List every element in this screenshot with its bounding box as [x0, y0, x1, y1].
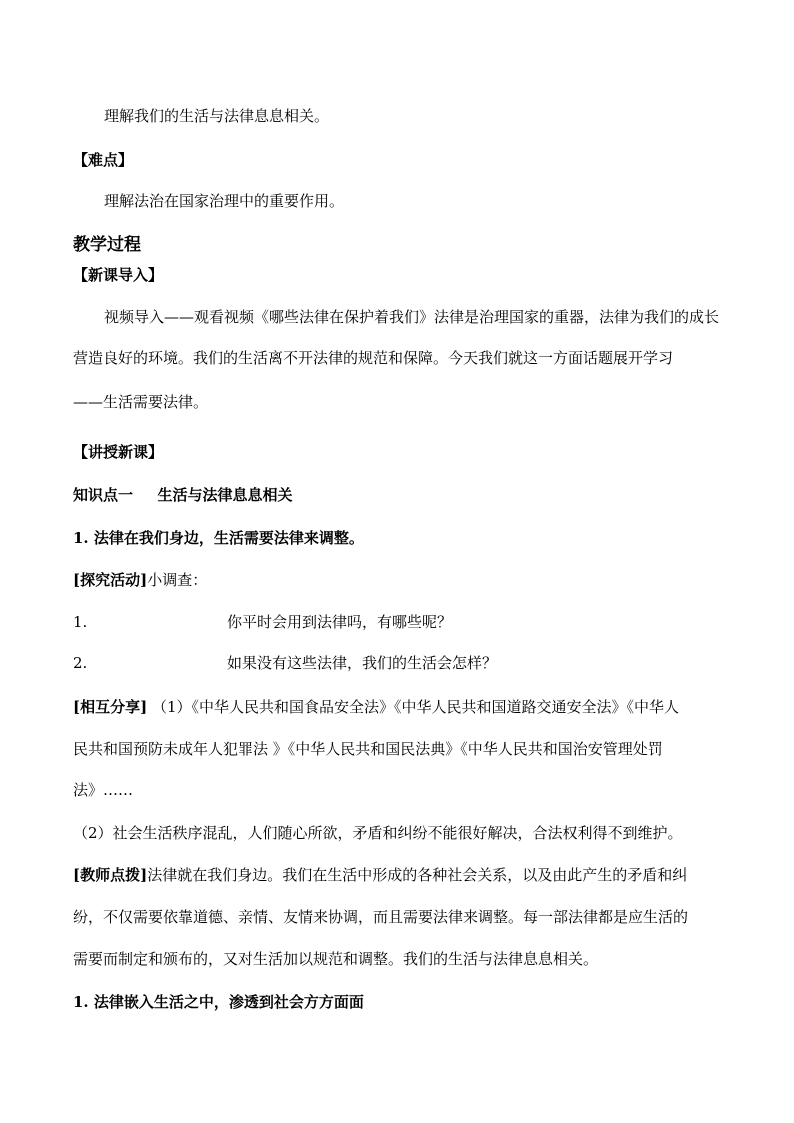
teacher-paragraph-line-2: 纷，不仅需要依靠道德、亲情、友情来协调，而且需要法律来调整。每一部法律都是应生活的: [73, 908, 689, 926]
knowledge-point-label: 知识点一: [73, 486, 134, 504]
difficulty-text: 理解法治在国家治理中的重要作用。: [104, 192, 345, 210]
difficulty-heading: 【难点】: [73, 151, 134, 169]
section-2-heading: 1. 法律嵌入生活之中，渗透到社会方方面面: [73, 993, 364, 1011]
share-paragraph-line-2: 民共和国预防未成年人犯罪法 》《中华人民共和国民法典》《中华人民共和国治安管理处罚: [73, 740, 663, 758]
intro-paragraph-line-3: ——生活需要法律。: [73, 393, 209, 411]
explore-text: 小调查：: [147, 571, 208, 589]
teacher-text-1: 法律就在我们身边。我们在生活中形成的各种社会关系，以及由此产生的矛盾和纠: [147, 866, 688, 884]
intro-heading: 【新课导入】: [73, 266, 164, 284]
share-paragraph-line-1: [73, 697, 723, 717]
share-text-1: （1）《中华人民共和国食品安全法》《中华人民共和国道路交通安全法》《中华人: [151, 698, 680, 716]
knowledge-point-title: 生活与法律息息相关: [157, 486, 293, 504]
section-1-heading: 1. 法律在我们身边，生活需要法律来调整。: [73, 529, 364, 547]
question-2-number: 2.: [73, 654, 88, 672]
question-2-text: 如果没有这些法律，我们的生活会怎样？: [227, 654, 498, 672]
intro-paragraph-line-2: 营造良好的环境。我们的生活离不开法律的规范和保障。今天我们就这一方面话题展开学习: [73, 349, 674, 367]
share-tag: [相互分享]: [73, 698, 148, 716]
key-point-text: 理解我们的生活与法律息息相关。: [104, 107, 330, 125]
explore-tag: [探究活动]: [73, 571, 148, 589]
teacher-tag: [教师点拨]: [73, 866, 148, 884]
intro-paragraph-line-1: 视频导入——观看视频《哪些法律在保护着我们》法律是治理国家的重器，法律为我们的成长: [104, 308, 720, 326]
question-1-number: 1.: [73, 613, 88, 631]
process-heading: 教学过程: [73, 235, 141, 255]
share-paragraph-line-3: 法》……: [73, 781, 134, 799]
teacher-paragraph-line-1: [73, 865, 723, 885]
question-1-text: 你平时会用到法律吗，有哪些呢？: [227, 613, 453, 631]
knowledge-point-1: [73, 485, 723, 505]
lecture-heading: 【讲授新课】: [73, 443, 164, 461]
share-answer-2: （2）社会生活秩序混乱，人们随心所欲，矛盾和纠纷不能很好解决，合法权利得不到维护。: [73, 824, 683, 842]
teacher-paragraph-line-3: 需要而制定和颁布的，又对生活加以规范和调整。我们的生活与法律息息相关。: [73, 950, 599, 968]
explore-activity: [73, 570, 723, 590]
